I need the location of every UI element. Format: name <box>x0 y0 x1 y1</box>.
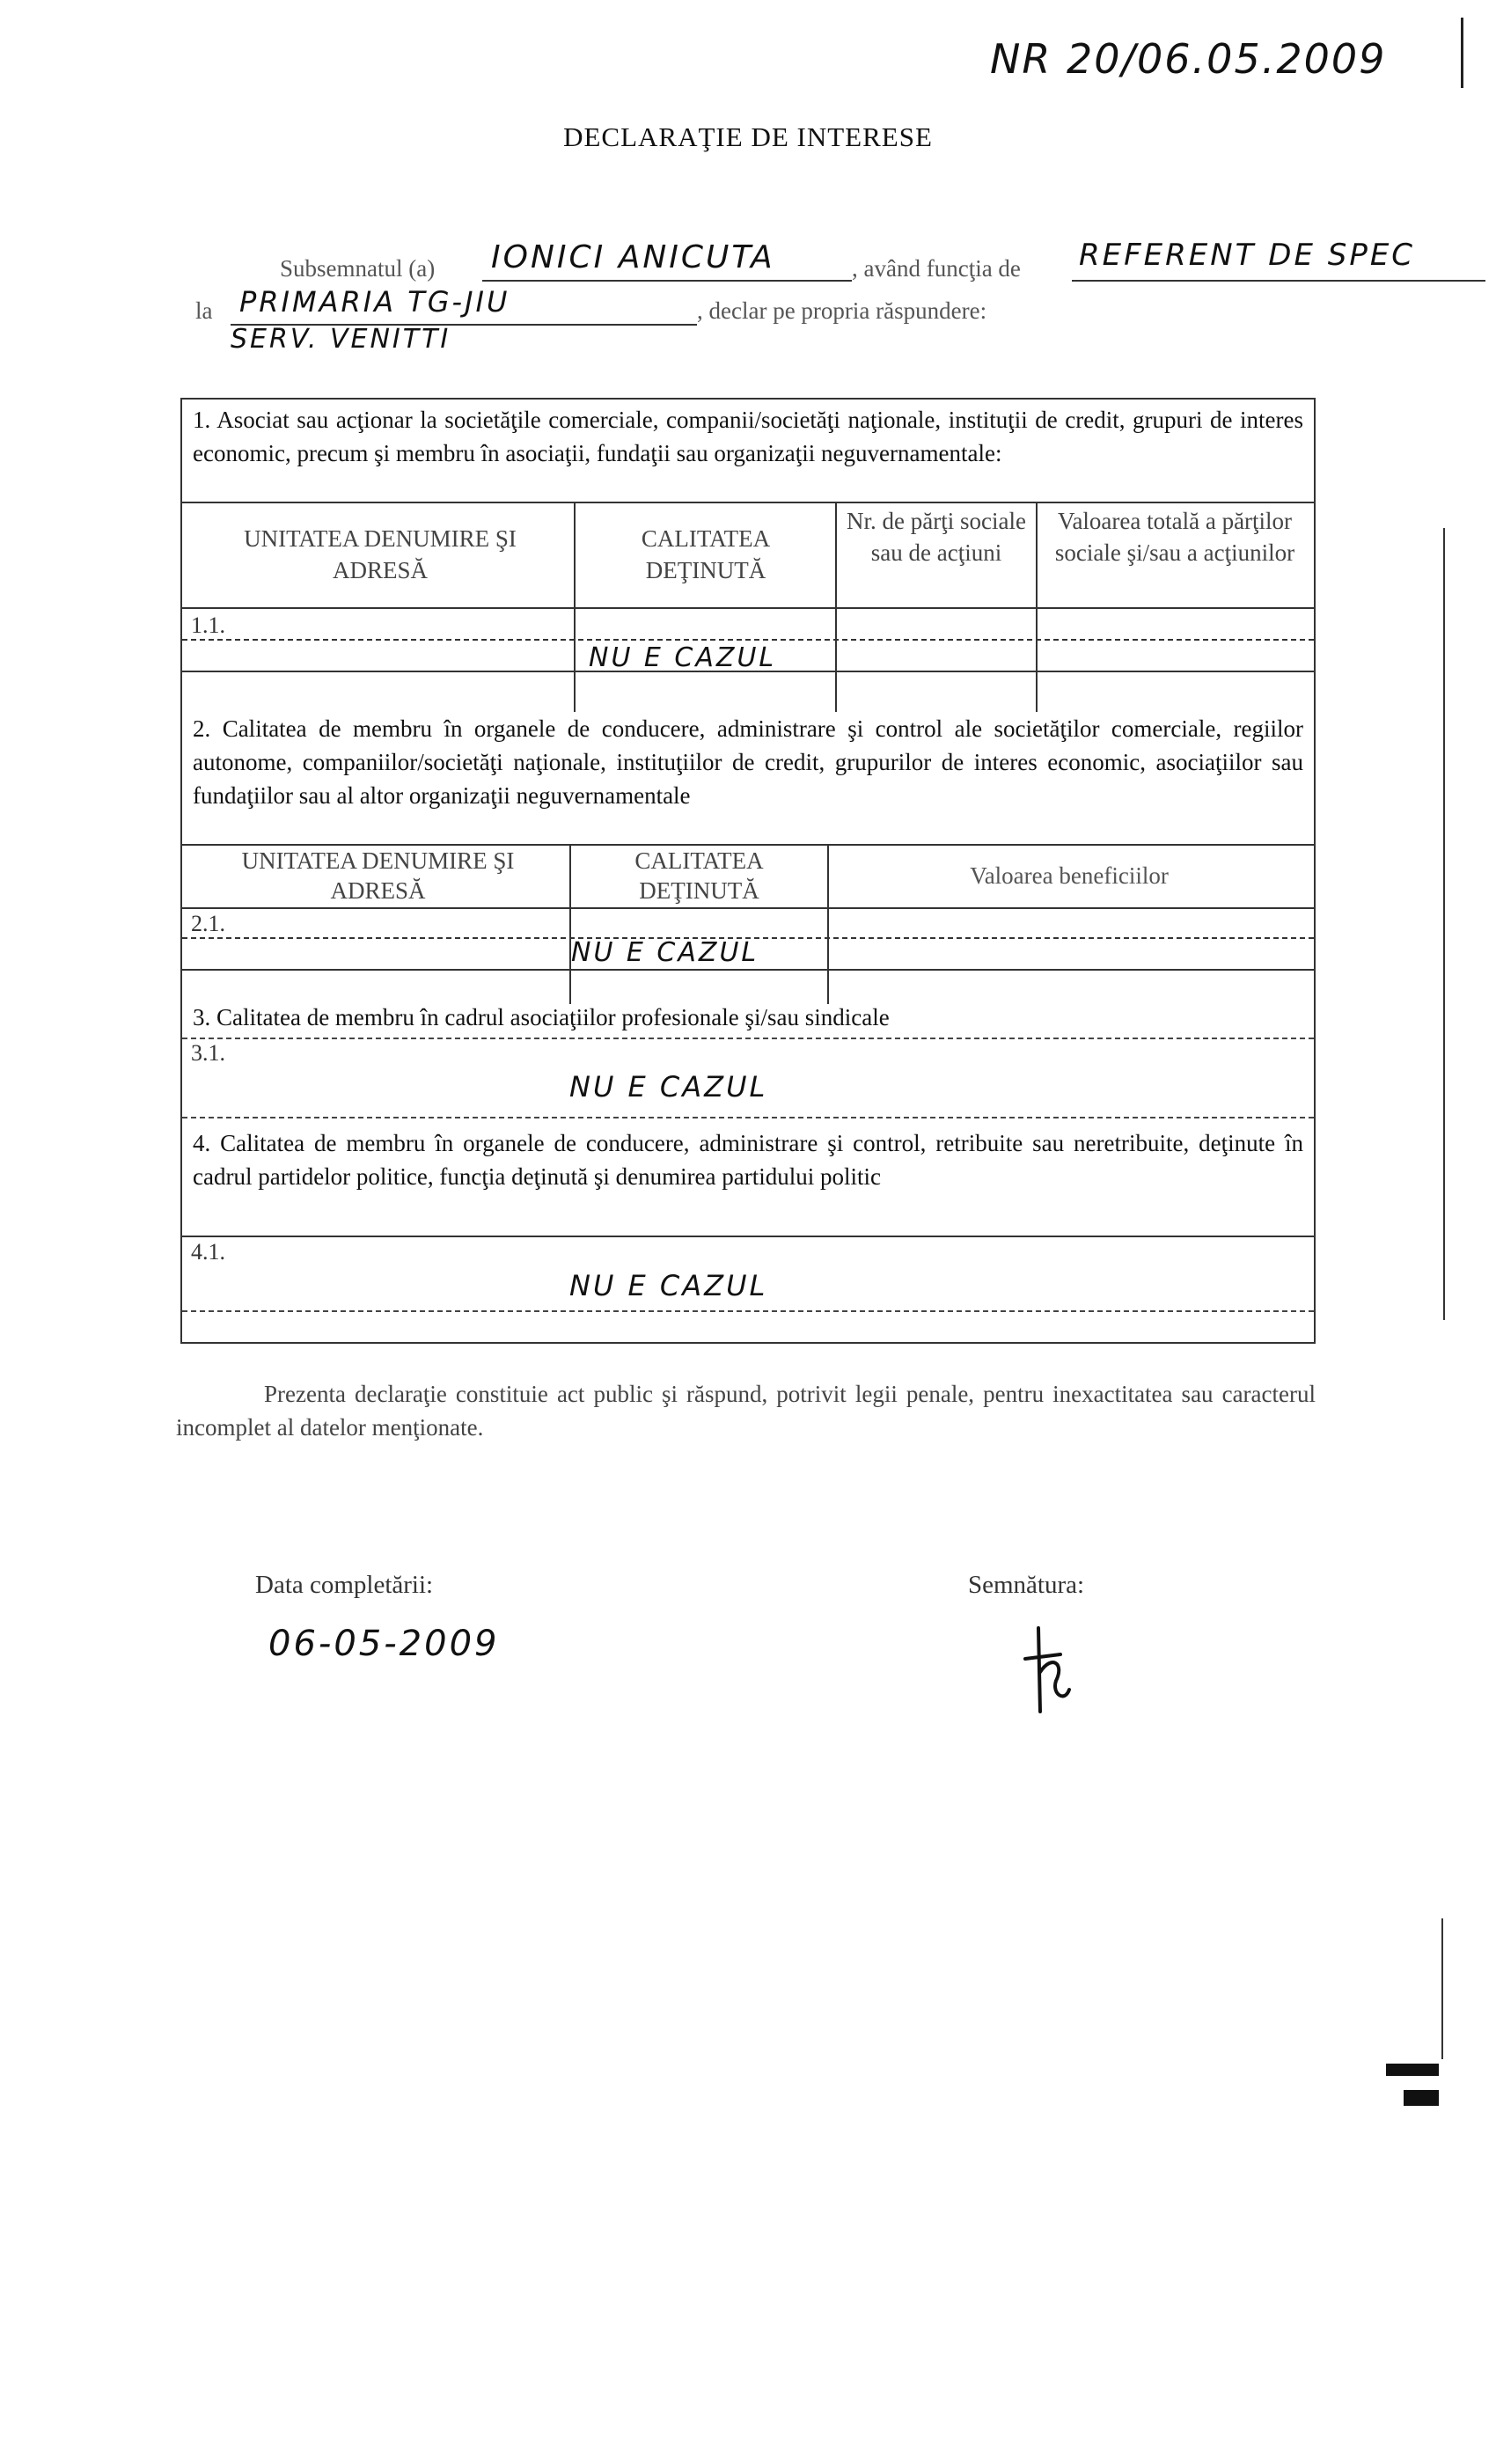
section-1-text: 1. Asociat sau acţionar la societăţile comerciale, companii/societăţi naţionale, instituţii de credit, grupuri de interes economic, precum şi membru în asociaţii, fundaţii sau organizaţii neguvernamentale: <box>193 407 1303 466</box>
section-2-table <box>182 844 1314 1004</box>
s4-handwritten: NU E CAZUL <box>569 1269 768 1302</box>
date-value: 06-05-2009 <box>268 1624 500 1664</box>
department-value: SERV. VENITTI <box>231 324 451 355</box>
registration-number: NR 20/06.05.2009 <box>990 35 1387 83</box>
name-field <box>482 239 852 282</box>
institution-field <box>231 285 697 326</box>
la-label: la <box>195 297 213 324</box>
s2-handwritten: NU E CAZUL <box>571 937 759 968</box>
section-4-text: 4. Calitatea de membru în organele de conducere, administrare şi control, retribuite sau neretribuite, deţinute în cadrul partidelor politice, funcţia deţinută şi denumirea partidului politic <box>193 1130 1303 1190</box>
s1-header-unitatea: UNITATEA DENUMIRE ŞI ADRESĂ <box>244 525 517 583</box>
section-2-text: 2. Calitatea de membru în organele de conducere, administrare şi control ale societăţilor comerciale, regiilor autonome, companiilor/societăţi naţionale, instituţiilor de credit, grupurilor de interes economic, asociaţiilor sau fundaţiilor sau al altor organizaţii neguvernamentale <box>193 715 1303 809</box>
s1-handwritten: NU E CAZUL <box>589 642 777 673</box>
document-title: DECLARAŢIE DE INTERESE <box>563 121 933 152</box>
date-label: Data completării: <box>255 1571 434 1599</box>
s4-row-label: 4.1. <box>191 1239 225 1265</box>
declar-label: , declar pe propria răspundere: <box>697 297 987 324</box>
s3-row-label: 3.1. <box>191 1040 225 1066</box>
s2-row-label: 2.1. <box>191 911 225 936</box>
scan-edge-block <box>1404 2090 1439 2106</box>
s1-header-nr-parti: Nr. de părţi sociale sau de acţiuni <box>847 508 1026 566</box>
s1-row-label: 1.1. <box>191 612 225 638</box>
scan-edge-block <box>1386 2064 1439 2076</box>
scan-edge-mark <box>1441 1918 1443 2059</box>
function-label: , având funcţia de <box>852 255 1021 282</box>
signature-mark <box>1012 1619 1091 1716</box>
declaration-form <box>180 398 1316 1344</box>
institution-value: PRIMARIA TG-JIU <box>239 285 510 319</box>
s1-header-valoarea: Valoarea totală a părţilor sociale şi/sau a acţiunilor <box>1054 508 1295 566</box>
s2-header-calitatea: CALITATEA DEŢINUTĂ <box>634 847 764 904</box>
s3-handwritten: NU E CAZUL <box>569 1070 768 1104</box>
s2-header-unitatea: UNITATEA DENUMIRE ŞI ADRESĂ <box>241 847 515 904</box>
subsemnatul-label: Subsemnatul (a) <box>280 255 436 282</box>
s2-header-valoarea: Valoarea beneficiilor <box>970 862 1169 889</box>
s1-header-calitatea: CALITATEA DEŢINUTĂ <box>641 525 771 583</box>
section-3-text: 3. Calitatea de membru în cadrul asociaţiilor profesionale şi/sau sindicale <box>193 1004 890 1030</box>
signature-label: Semnătura: <box>968 1571 1085 1599</box>
function-value: REFERENT DE SPEC <box>1079 238 1416 273</box>
scan-edge-mark <box>1461 18 1463 88</box>
scan-edge-mark <box>1443 528 1445 1320</box>
legal-statement: Prezenta declaraţie constituie act public şi răspund, potrivit legii penale, pentru inexactitatea sau caracterul incomplet al datelor menţionate. <box>176 1381 1316 1441</box>
name-value: IONICI ANICUTA <box>491 239 775 275</box>
section-1-table <box>182 502 1314 712</box>
function-field <box>1072 238 1485 282</box>
